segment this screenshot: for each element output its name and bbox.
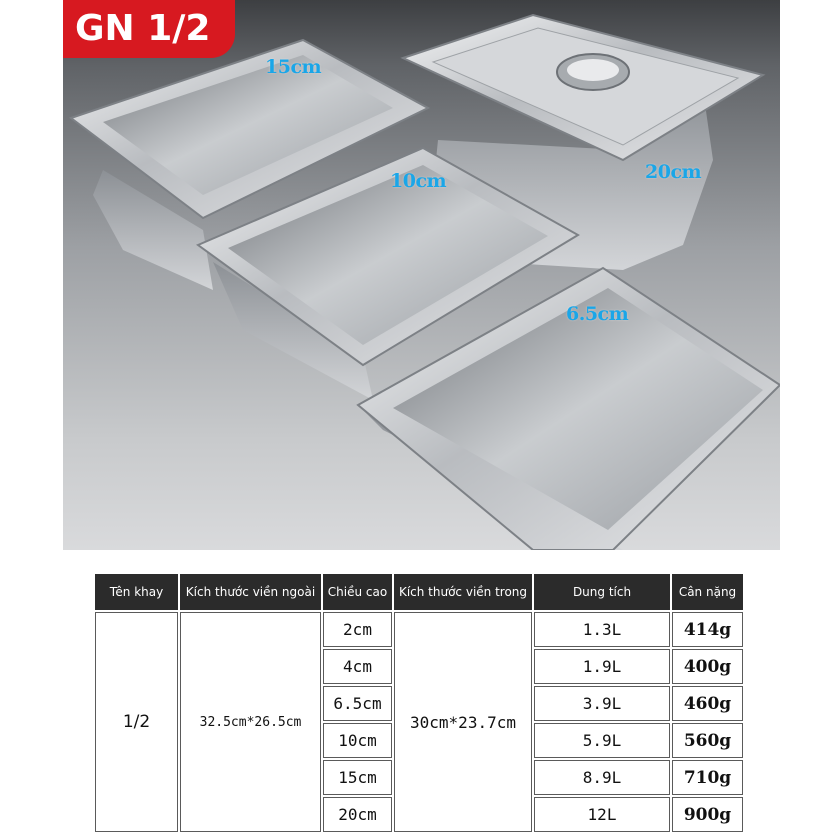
weight-cell: 900g — [672, 797, 743, 832]
inner-size-cell: 30cm*23.7cm — [394, 612, 532, 832]
pan-6-5cm-height-label: 6.5cm — [566, 303, 629, 325]
header-capacity: Dung tích — [534, 574, 670, 610]
weight-cell: 414g — [672, 612, 743, 647]
header-height: Chiều cao — [323, 574, 392, 610]
header-outer-size: Kích thước viền ngoài — [180, 574, 321, 610]
height-cell: 4cm — [323, 649, 392, 684]
weight-cell: 460g — [672, 686, 743, 721]
header-tray-name: Tên khay — [95, 574, 178, 610]
height-cell: 20cm — [323, 797, 392, 832]
product-photo — [63, 0, 780, 550]
pan-15cm-height-label: 15cm — [265, 56, 322, 78]
capacity-cell: 5.9L — [534, 723, 670, 758]
capacity-cell: 8.9L — [534, 760, 670, 795]
table-row — [95, 612, 743, 647]
pan-20cm-height-label: 20cm — [645, 161, 702, 183]
tray-name-cell: 1/2 — [95, 612, 178, 832]
pan-10cm-height-label: 10cm — [390, 170, 447, 192]
gn-size-badge: GN 1/2 — [63, 0, 235, 58]
header-inner-size: Kích thước viền trong — [394, 574, 532, 610]
capacity-cell: 1.9L — [534, 649, 670, 684]
weight-cell: 710g — [672, 760, 743, 795]
weight-cell: 560g — [672, 723, 743, 758]
spec-table-header — [95, 574, 743, 610]
capacity-cell: 3.9L — [534, 686, 670, 721]
capacity-cell: 1.3L — [534, 612, 670, 647]
height-cell: 6.5cm — [323, 686, 392, 721]
height-cell: 10cm — [323, 723, 392, 758]
height-cell: 15cm — [323, 760, 392, 795]
gastronorm-pans-illustration — [63, 0, 780, 550]
outer-size-cell: 32.5cm*26.5cm — [180, 612, 321, 832]
spec-table — [93, 572, 745, 834]
weight-cell: 400g — [672, 649, 743, 684]
height-cell: 2cm — [323, 612, 392, 647]
capacity-cell: 12L — [534, 797, 670, 832]
header-weight: Cân nặng — [672, 574, 743, 610]
